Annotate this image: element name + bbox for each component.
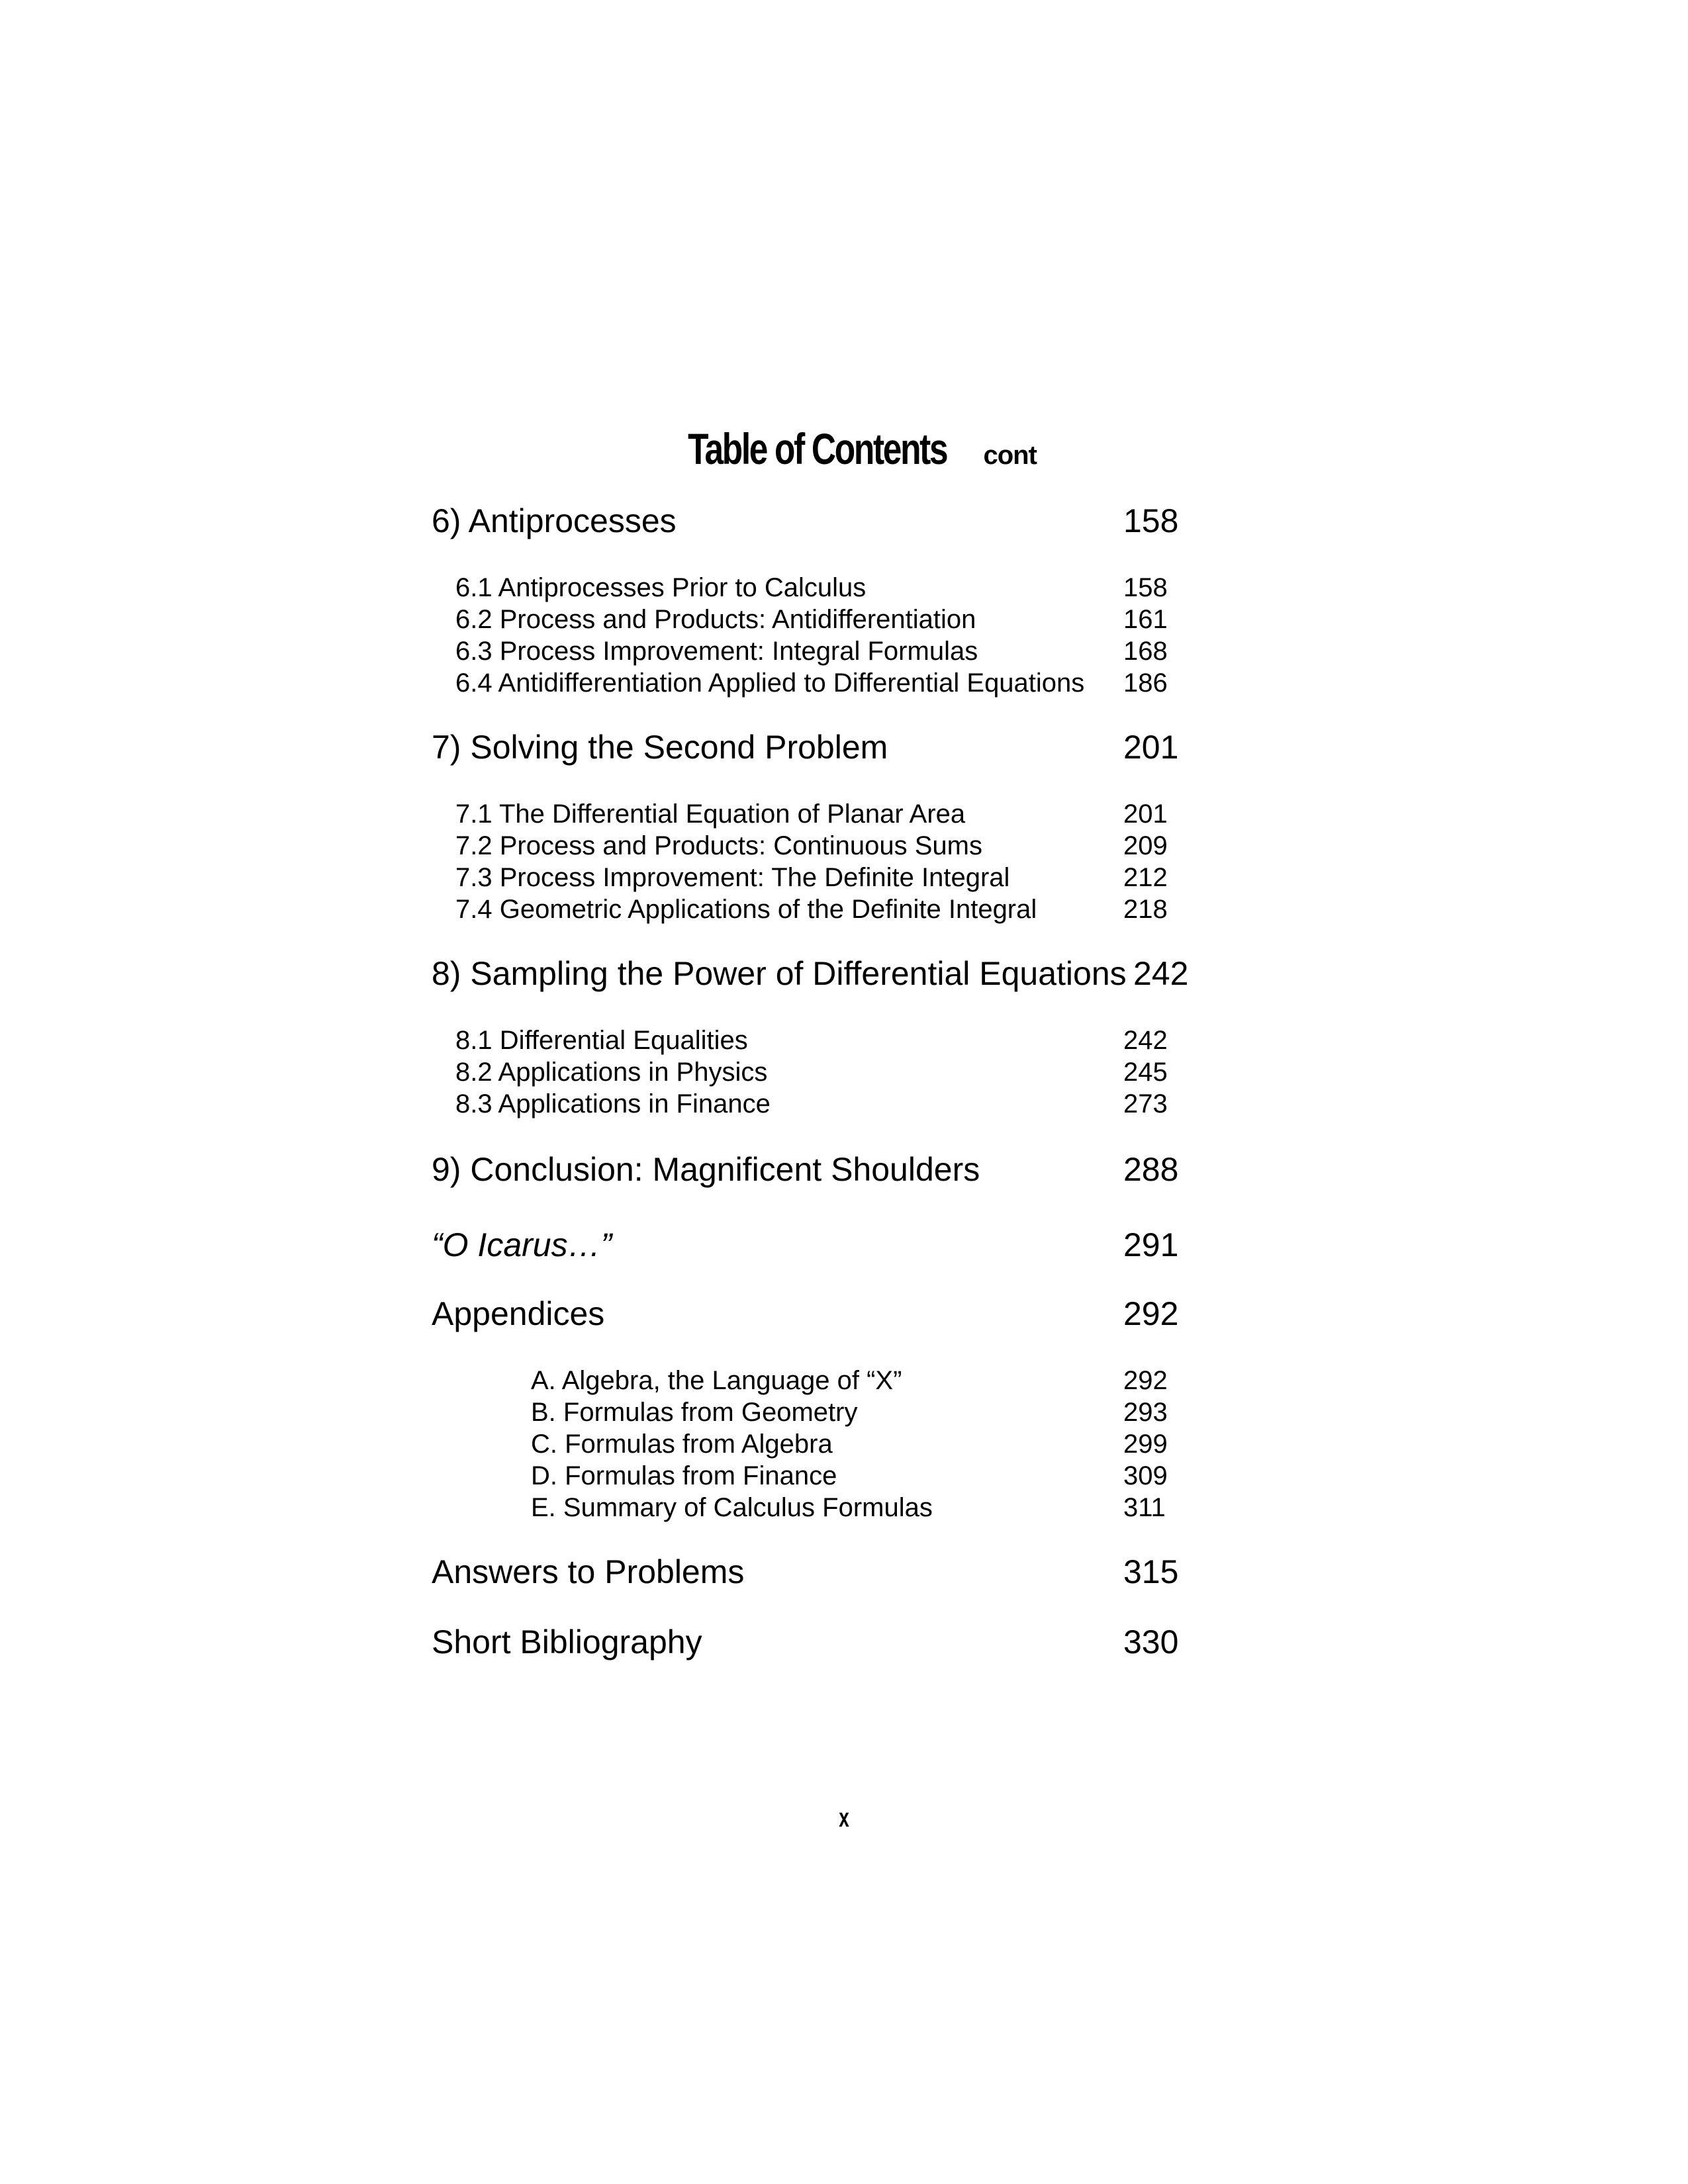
toc-section-6-2: 6.2 Process and Products: Antidifferentiation	[455, 605, 976, 634]
toc-page-6-2: 161	[1123, 605, 1168, 634]
toc-title	[0, 424, 1688, 474]
toc-section-6-3: 6.3 Process Improvement: Integral Formulas	[455, 637, 978, 666]
toc-chapter-7: 7) Solving the Second Problem	[432, 729, 888, 766]
toc-page-7-4: 218	[1123, 895, 1168, 924]
toc-chapter-9: 9) Conclusion: Magnificent Shoulders	[432, 1151, 980, 1188]
page-folio: x	[839, 1803, 849, 1833]
toc-page-7-2: 209	[1123, 831, 1168, 860]
toc-chapter-8: 8) Sampling the Power of Differential Equations	[432, 955, 1127, 992]
toc-answers: Answers to Problems	[432, 1553, 745, 1590]
toc-section-7-4: 7.4 Geometric Applications of the Definite Integral	[455, 895, 1037, 924]
toc-appendix-e: E. Summary of Calculus Formulas	[531, 1493, 933, 1522]
toc-section-8-1: 8.1 Differential Equalities	[455, 1026, 748, 1055]
toc-chapter-6: 6) Antiprocesses	[432, 502, 677, 539]
toc-page-8-3: 273	[1123, 1089, 1168, 1118]
toc-section-7-3: 7.3 Process Improvement: The Definite Integral	[455, 863, 1010, 892]
toc-page-ch9: 288	[1123, 1151, 1179, 1188]
toc-section-8-2: 8.2 Applications in Physics	[455, 1058, 768, 1087]
toc-page-7-3: 212	[1123, 863, 1168, 892]
toc-page-ch8: 242	[1133, 955, 1189, 992]
toc-appendices: Appendices	[432, 1295, 605, 1332]
toc-page-8-2: 245	[1123, 1058, 1168, 1087]
toc-page-icarus: 291	[1123, 1226, 1179, 1263]
toc-page-6-1: 158	[1123, 573, 1168, 602]
toc-bibliography: Short Bibliography	[432, 1623, 702, 1661]
toc-page-7-1: 201	[1123, 799, 1168, 829]
toc-section-6-4: 6.4 Antidifferentiation Applied to Differential Equations	[455, 668, 1085, 698]
toc-page-bibliography: 330	[1123, 1623, 1179, 1661]
toc-appendix-c: C. Formulas from Algebra	[531, 1430, 833, 1459]
toc-page-6-3: 168	[1123, 637, 1168, 666]
toc-page-answers: 315	[1123, 1553, 1179, 1590]
toc-page-8-1: 242	[1123, 1026, 1168, 1055]
toc-page-app-c: 299	[1123, 1430, 1168, 1459]
toc-page-app-b: 293	[1123, 1398, 1168, 1427]
toc-page-ch7: 201	[1123, 729, 1179, 766]
toc-title-suffix: cont	[983, 441, 1037, 470]
toc-appendix-a: A. Algebra, the Language of “X”	[531, 1366, 902, 1395]
toc-appendix-b: B. Formulas from Geometry	[531, 1398, 858, 1427]
toc-page-app-d: 309	[1123, 1461, 1168, 1490]
toc-appendix-d: D. Formulas from Finance	[531, 1461, 837, 1490]
toc-page-appendices: 292	[1123, 1295, 1179, 1332]
toc-icarus: “O Icarus…”	[432, 1226, 612, 1263]
toc-section-8-3: 8.3 Applications in Finance	[455, 1089, 771, 1118]
toc-page-ch6: 158	[1123, 502, 1179, 539]
toc-page-app-e: 311	[1123, 1493, 1166, 1522]
toc-page-app-a: 292	[1123, 1366, 1168, 1395]
toc-section-6-1: 6.1 Antiprocesses Prior to Calculus	[455, 573, 867, 602]
toc-title-main: Table of Contents	[688, 424, 947, 473]
toc-section-7-1: 7.1 The Differential Equation of Planar Area	[455, 799, 966, 829]
toc-page-6-4: 186	[1123, 668, 1168, 698]
toc-section-7-2: 7.2 Process and Products: Continuous Sums	[455, 831, 982, 860]
